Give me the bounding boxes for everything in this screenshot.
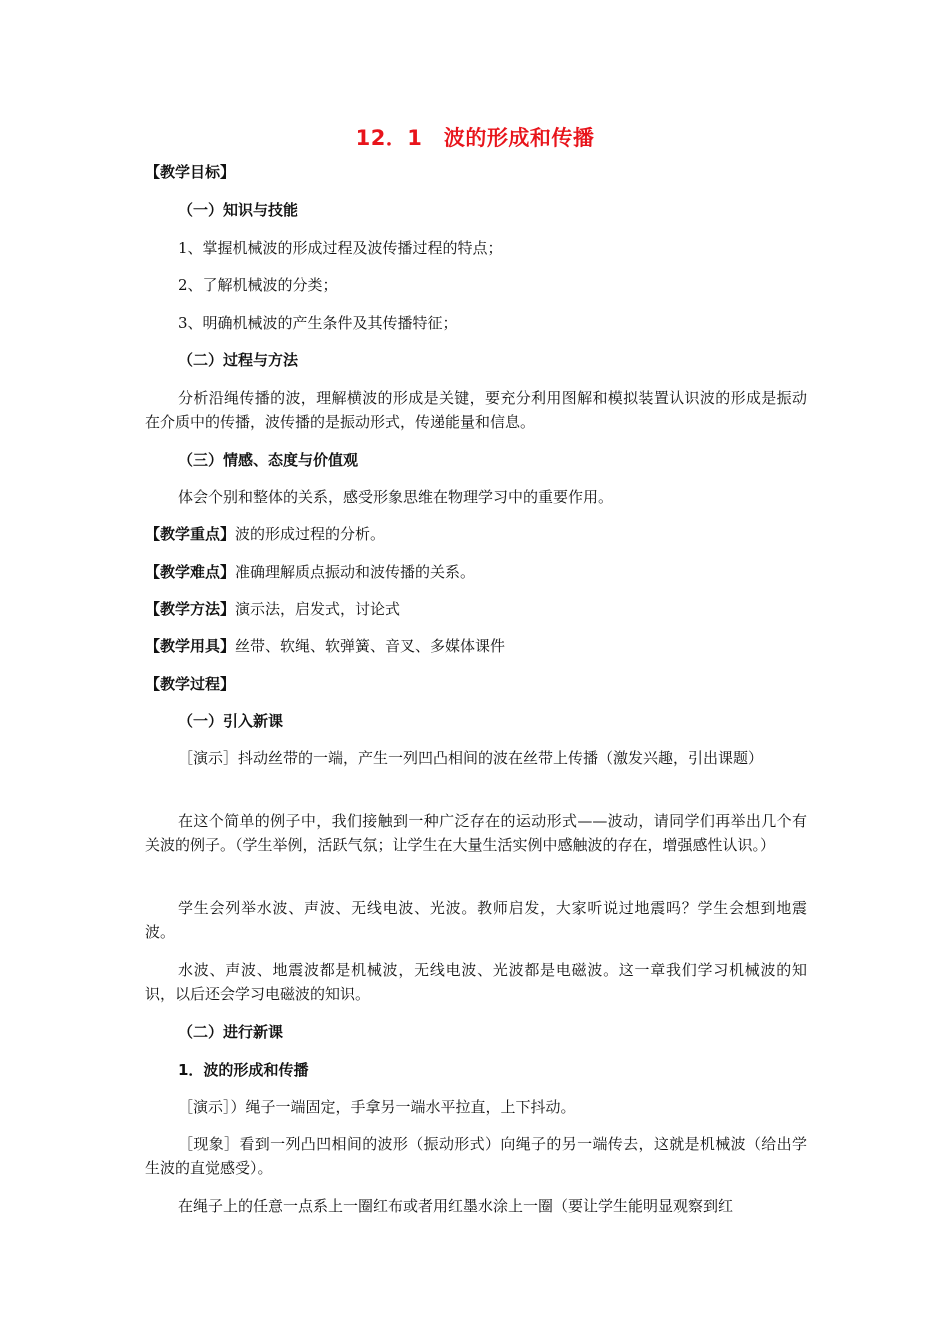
knowledge-item: 2、了解机械波的分类； bbox=[178, 276, 338, 294]
difficulty-text: 准确理解质点振动和波传播的关系。 bbox=[235, 563, 476, 581]
tools-row bbox=[145, 634, 807, 658]
intro-paragraph: 学生会列举水波、声波、无线电波、光波。教师启发，大家听说过地震吗？学生会想到地震波。 bbox=[145, 899, 807, 941]
key-point-label: 【教学重点】 bbox=[145, 525, 236, 543]
new-lesson-heading: （二）进行新课 bbox=[178, 1023, 284, 1041]
intro-paragraph: 水波、声波、地震波都是机械波，无线电波、光波都是电磁波。这一章我们学习机械波的知识，以后还会学习电磁波的知识。 bbox=[145, 961, 807, 1003]
intro-paragraph: 在这个简单的例子中，我们接触到一种广泛存在的运动形式——波动，请同学们再举出几个有关波的例子。（学生举例，活跃气氛；让学生在大量生活实例中感触波的存在，增强感性认识。） bbox=[145, 812, 807, 854]
knowledge-item: 1、掌握机械波的形成过程及波传播过程的特点； bbox=[178, 239, 503, 257]
tools-text: 丝带、软绳、软弹簧、音叉、多媒体课件 bbox=[235, 637, 506, 655]
method-row bbox=[145, 597, 807, 621]
process-heading: （二）过程与方法 bbox=[178, 351, 299, 369]
intro-heading: （一）引入新课 bbox=[178, 712, 284, 730]
difficulty-label: 【教学难点】 bbox=[145, 563, 236, 581]
attitude-heading: （三）情感、态度与价值观 bbox=[178, 451, 359, 469]
section1-heading: 1．波的形成和传播 bbox=[178, 1061, 309, 1079]
page-title: 12．1 波的形成和传播 bbox=[355, 126, 595, 150]
tools-label: 【教学用具】 bbox=[145, 637, 236, 655]
key-point-text: 波的形成过程的分析。 bbox=[235, 525, 386, 543]
knowledge-item: 3、明确机械波的产生条件及其传播特征； bbox=[178, 314, 458, 332]
section1-paragraph: ［现象］看到一列凸凹相间的波形（振动形式）向绳子的另一端传去，这就是机械波（给出学生波的直觉感受）。 bbox=[145, 1135, 807, 1177]
attitude-text: 体会个别和整体的关系，感受形象思维在物理学习中的重要作用。 bbox=[178, 488, 614, 506]
method-text: 演示法，启发式，讨论式 bbox=[235, 600, 401, 618]
procedure-heading: 【教学过程】 bbox=[145, 675, 236, 693]
section1-paragraph: 在绳子上的任意一点系上一圈红布或者用红墨水涂上一圈（要让学生能明显观察到红 bbox=[178, 1197, 734, 1215]
key-point-row bbox=[145, 522, 807, 546]
method-label: 【教学方法】 bbox=[145, 600, 236, 618]
knowledge-heading: （一）知识与技能 bbox=[178, 201, 299, 219]
objectives-heading: 【教学目标】 bbox=[145, 163, 236, 181]
process-text: 分析沿绳传播的波，理解横波的形成是关键，要充分利用图解和模拟装置认识波的形成是振动在介质中的传播，波传播的是振动形式，传递能量和信息。 bbox=[145, 389, 807, 431]
section1-paragraph: ［演示］）绳子一端固定，手拿另一端水平拉直，上下抖动。 bbox=[178, 1098, 576, 1116]
difficulty-row bbox=[145, 560, 807, 584]
intro-paragraph: ［演示］抖动丝带的一端，产生一列凹凸相间的波在丝带上传播（激发兴趣，引出课题） bbox=[178, 749, 764, 767]
